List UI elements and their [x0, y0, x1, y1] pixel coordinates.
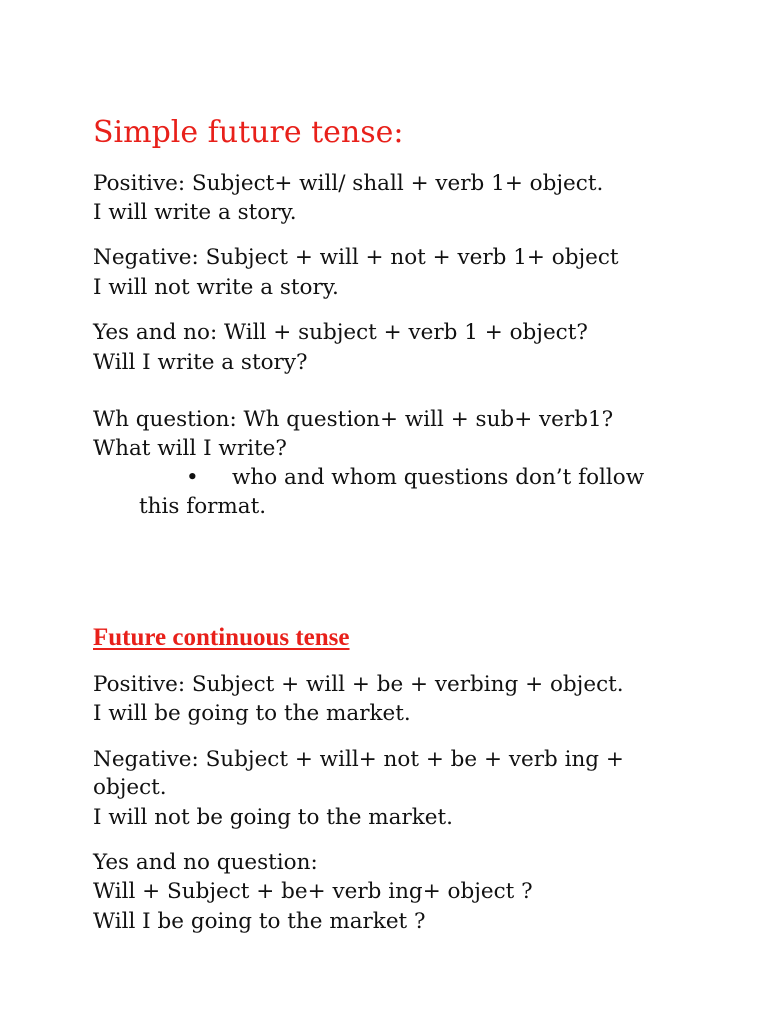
- continuous-negative-rule: Negative: Subject + will+ not + be + verb ing +: [93, 747, 624, 772]
- continuous-yesno-rule: Will + Subject + be+ verb ing+ object ?: [93, 879, 533, 904]
- simple-positive-rule: Positive: Subject+ will/ shall + verb 1+ object.: [93, 171, 604, 196]
- bullet-note: who and whom questions don’t follow: [232, 465, 645, 490]
- bullet-icon: •: [186, 465, 199, 490]
- heading-simple-future: Simple future tense:: [93, 115, 404, 150]
- continuous-positive-rule: Positive: Subject + will + be + verbing + object.: [93, 672, 624, 697]
- continuous-positive-example: I will be going to the market.: [93, 701, 411, 726]
- continuous-yesno-example: Will I be going to the market ?: [93, 909, 426, 934]
- simple-negative-rule: Negative: Subject + will + not + verb 1+ object: [93, 245, 619, 270]
- simple-wh-rule: Wh question: Wh question+ will + sub+ verb1?: [93, 407, 614, 432]
- continuous-negative-rule-continuation: object.: [93, 775, 167, 800]
- simple-yesno-example: Will I write a story?: [93, 350, 308, 375]
- simple-positive-example: I will write a story.: [93, 200, 297, 225]
- simple-yesno-rule: Yes and no: Will + subject + verb 1 + object?: [93, 320, 588, 345]
- heading-future-continuous: Future continuous tense: [93, 624, 350, 651]
- bullet-note-continuation: this format.: [139, 494, 267, 519]
- continuous-negative-example: I will not be going to the market.: [93, 805, 453, 830]
- continuous-yesno-heading: Yes and no question:: [93, 850, 318, 875]
- simple-negative-example: I will not write a story.: [93, 275, 339, 300]
- simple-wh-example: What will I write?: [93, 436, 287, 461]
